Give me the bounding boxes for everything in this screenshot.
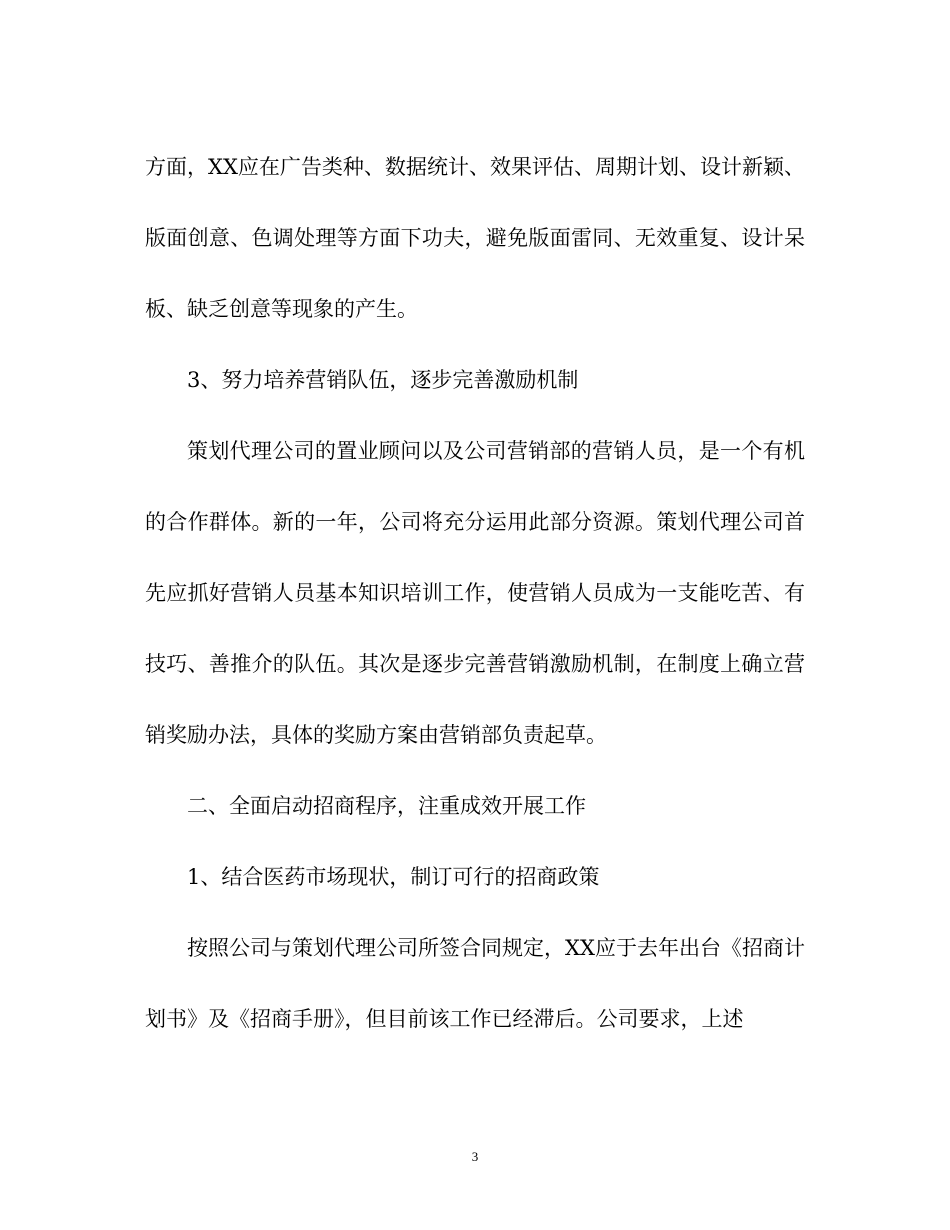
- paragraph-sales-team: 策划代理公司的置业顾问以及公司营销部的营销人员，是一个有机的合作群体。新的一年，公司将充分运用此部分资源。策划代理公司首先应抓好营销人员基本知识培训工作，使营销人员成为一支能吃苦、有技巧、善推介的队伍。其次是逐步完善营销激励机制，在制度上确立营销奖励办法，具体的奖励方案由营销部负责起草。: [145, 439, 805, 747]
- page-number: 3: [471, 1149, 479, 1164]
- heading-sales-team: 3、努力培养营销队伍，逐步完善激励机制: [187, 368, 579, 392]
- paragraph-advertising-continuation: 方面，XX应在广告类种、数据统计、效果评估、周期计划、设计新颖、版面创意、色调处理等方面下功夫，避免版面雷同、无效重复、设计呆板、缺乏创意等现象的产生。: [145, 155, 805, 321]
- heading-investment-policy: 1、结合医药市场现状，制订可行的招商政策: [187, 865, 600, 889]
- heading-investment-program: 二、全面启动招商程序，注重成效开展工作: [187, 794, 586, 818]
- paragraph-investment-policy: 按照公司与策划代理公司所签合同规定，XX应于去年出台《招商计划书》及《招商手册》，但目前该工作已经滞后。公司要求，上述: [145, 936, 805, 1031]
- document-body: [145, 132, 805, 1055]
